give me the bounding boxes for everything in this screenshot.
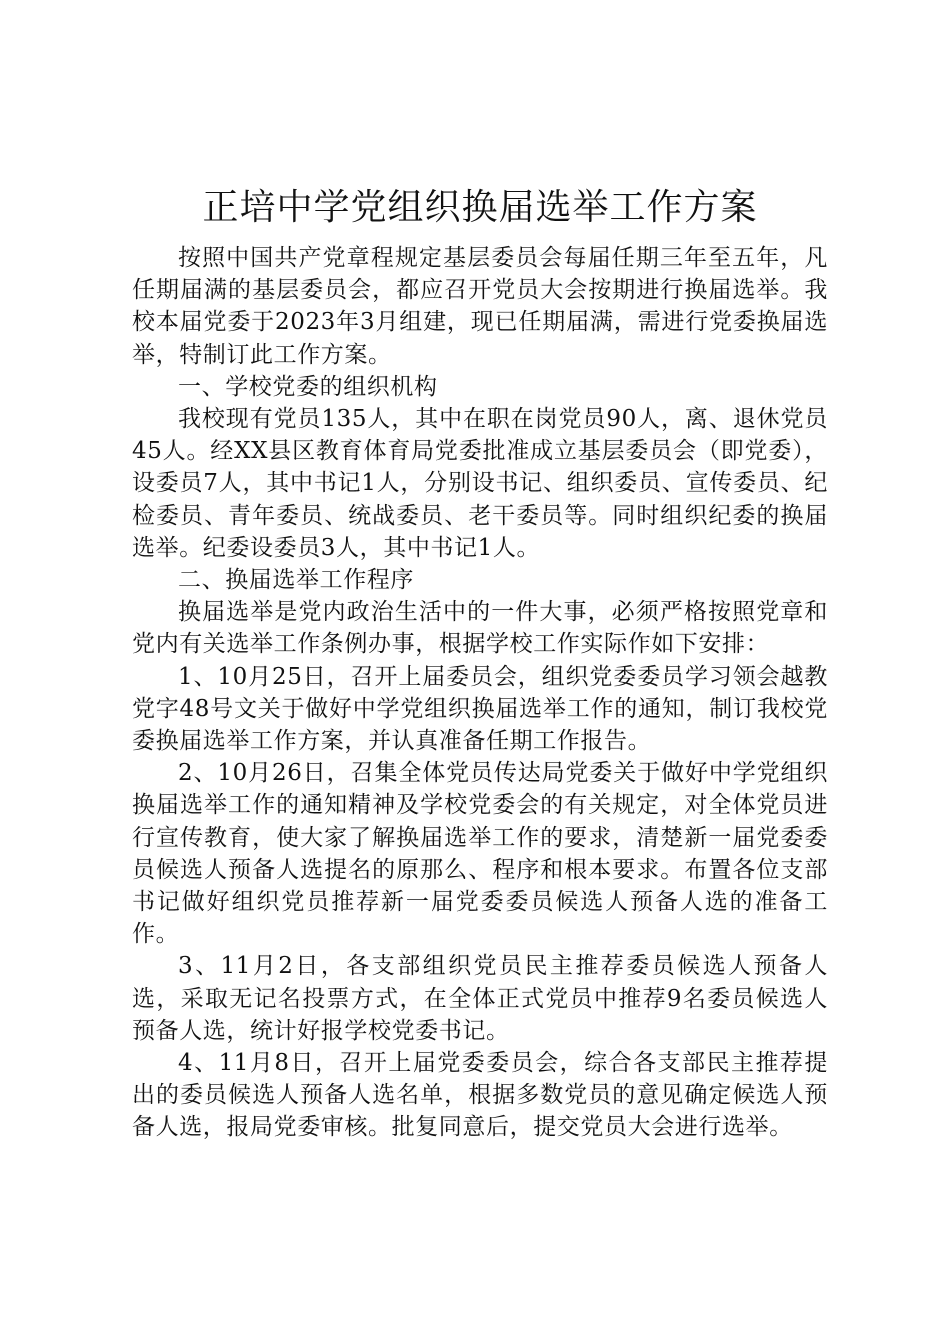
procedure-step-3: 3、11月2日，各支部组织党员民主推荐委员候选人预备人选，采取无记名投票方式，在全体正式党员中推荐9名委员候选人预备人选，统计好报学校党委书记。 — [132, 953, 828, 1044]
intro-paragraph: 按照中国共产党章程规定基层委员会每届任期三年至五年，凡任期届满的基层委员会，都应召开党员大会按期进行换届选举。我校本届党委于2023年3月组建，现已任期届满，需进行党委换届选举，特制订此工作方案。 — [132, 245, 828, 368]
section-heading-procedure: 二、换届选举工作程序 — [178, 567, 414, 594]
document-title: 正培中学党组织换届选举工作方案 — [202, 187, 758, 228]
procedure-step-1: 1、10月25日，召开上届委员会，组织党委委员学习领会越教党字48号文关于做好中学党组织换届选举工作的通知，制订我校党委换届选举工作方案，并认真准备任期工作报告。 — [132, 663, 828, 755]
section-heading-organization: 一、学校党委的组织机构 — [178, 373, 438, 400]
procedure-step-4: 4、11月8日，召开上届党委委员会，综合各支部民主推荐提出的委员候选人预备人选名单，根据多数党员的意见确定候选人预备人选，报局党委审核。批复同意后，提交党员大会进行选举。 — [132, 1050, 828, 1141]
organization-paragraph: 我校现有党员135人，其中在职在岗党员90人，离、退休党员45人。经XX县区教育体育局党委批准成立基层委员会（即党委），设委员7人，其中书记1人，分别设书记、组织委员、宣传委员、纪检委员、青年委员、统战委员、老干委员等。同时组织纪委的换届选举。纪委设委员3人，其中书记1人。 — [132, 406, 828, 561]
procedure-intro-paragraph: 换届选举是党内政治生活中的一件大事，必须严格按照党章和党内有关选举工作条例办事，根据学校工作实际作如下安排： — [132, 599, 828, 658]
procedure-step-2: 2、10月26日，召集全体党员传达局党委关于做好中学党组织换届选举工作的通知精神及学校党委会的有关规定，对全体党员进行宣传教育，使大家了解换届选举工作的要求，清楚新一届党委委员候选人预备人选提名的原那么、程序和根本要求。布置各位支部书记做好组织党员推荐新一届党委委员候选人预备人选的准备工作。 — [132, 760, 828, 948]
document-page — [132, 178, 828, 1144]
